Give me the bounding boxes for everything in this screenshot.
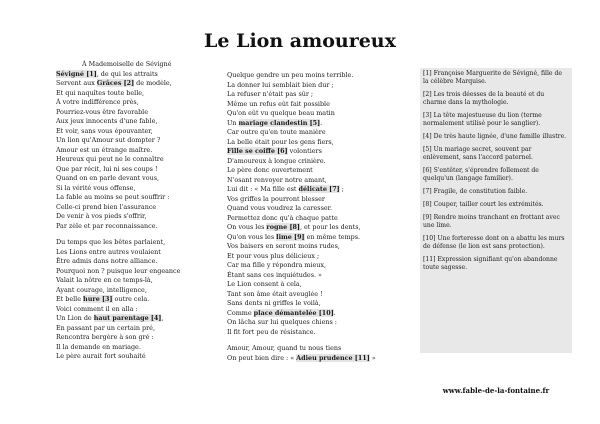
poem-text: ; bbox=[339, 185, 344, 193]
poem-text: Amour, Amour, quand tu nous tiens bbox=[227, 344, 342, 352]
poem-line bbox=[227, 138, 402, 148]
poem-text: de modèle, bbox=[134, 79, 172, 87]
poem-column-left bbox=[56, 60, 216, 362]
poem-line bbox=[56, 117, 216, 127]
poem-text: D'amoureux à longue crinière. bbox=[227, 156, 326, 165]
poem-text: On peut bien dire : « bbox=[227, 353, 297, 362]
poem-text: Quand vous voudrez la caresser. bbox=[227, 204, 333, 212]
stanza-break bbox=[56, 231, 216, 238]
poem-line bbox=[227, 109, 402, 119]
poem-line bbox=[227, 157, 402, 167]
annotated-term: Sévigné [1] bbox=[56, 69, 97, 78]
footnote: [2] Les trois déesses de la beauté et du charme dans la mythologie. bbox=[423, 91, 545, 106]
poem-line bbox=[56, 257, 216, 267]
poem-line bbox=[56, 222, 216, 232]
poem-line bbox=[56, 276, 216, 286]
poem-line bbox=[227, 223, 402, 233]
footnote: [1] Françoise Marguerite de Sévigné, fille de la célèbre Marquise. bbox=[423, 70, 562, 85]
poem-text: Comme bbox=[227, 308, 254, 317]
poem-text: Et pour vous plus délicieux ; bbox=[227, 251, 320, 260]
poem-line bbox=[56, 98, 216, 108]
poem-text: Et qui naquîtes toute belle, bbox=[56, 88, 145, 97]
poem-line bbox=[227, 271, 402, 281]
poem-line bbox=[227, 344, 402, 354]
poem-text: Tant son âme était aveuglée ! bbox=[227, 289, 323, 298]
poem-text: N'osant renvoyer notre amant, bbox=[227, 175, 327, 184]
poem-text: Si la vérité vous offense, bbox=[56, 183, 136, 192]
poem-text: La belle était pour les gens fiers, bbox=[227, 137, 334, 146]
poem-line bbox=[227, 147, 402, 157]
poem-line bbox=[56, 314, 216, 324]
poem-line bbox=[227, 233, 402, 243]
poem-line bbox=[56, 174, 216, 184]
poem-text: Un Lion de bbox=[56, 314, 94, 322]
annotated-term: délicate [7] bbox=[298, 185, 340, 193]
footnote: [11] Expression signifiant qu'on abandonne toute sagesse. bbox=[423, 256, 558, 271]
poem-line bbox=[56, 305, 216, 315]
poem-text: en même temps. bbox=[304, 232, 361, 241]
website-link[interactable]: www.fable-de-la-fontaine.fr bbox=[442, 386, 550, 395]
poem-text: Quand on en parle devant vous, bbox=[56, 174, 160, 182]
page-title: Le Lion amoureux bbox=[204, 30, 396, 52]
poem-text: Pourriez-vous être favorable bbox=[56, 107, 148, 116]
poem-line bbox=[56, 267, 216, 277]
poem-line bbox=[56, 146, 216, 156]
annotated-term: Fille se coiffe [6] bbox=[227, 147, 288, 155]
poem-line bbox=[227, 242, 402, 252]
footnote: [10] Une forteresse dont on a abattu les murs de défense (le lion est sans protection). bbox=[423, 235, 565, 250]
poem-text: , bbox=[161, 314, 164, 322]
poem-line bbox=[227, 128, 402, 138]
poem-text: À votre indifférence près, bbox=[56, 98, 139, 106]
poem-line bbox=[227, 90, 402, 100]
poem-text: Même un refus eût fait possible bbox=[227, 99, 330, 108]
poem-text: Vos griffes la pourront blesser bbox=[227, 194, 325, 203]
poem-line bbox=[56, 333, 216, 343]
poem-text: Valait la nôtre en ce temps-là, bbox=[56, 276, 153, 284]
footnote: [7] Fragile, de constitution faible. bbox=[423, 188, 528, 195]
poem-line bbox=[227, 252, 402, 262]
poem-text: De venir à vos pieds s'offrir, bbox=[56, 212, 147, 220]
poem-line bbox=[56, 212, 216, 222]
poem-text: Qu'on eût vu quelque beau matin bbox=[227, 109, 335, 117]
poem-text: Permettez donc qu'à chaque patte bbox=[227, 213, 338, 222]
footnotes-panel bbox=[420, 68, 572, 353]
poem-line bbox=[227, 299, 402, 309]
poem-line bbox=[56, 295, 216, 305]
poem-text: Quelque gendre un peu moins terrible. bbox=[227, 71, 354, 79]
poem-line bbox=[56, 343, 216, 353]
poem-line bbox=[56, 248, 216, 258]
poem-text: On vous les bbox=[227, 223, 267, 231]
poem-line bbox=[56, 89, 216, 99]
poem-line bbox=[227, 204, 402, 214]
poem-text: La donner lui semblait bien dur ; bbox=[227, 80, 334, 89]
poem-text: Qu'on vous les bbox=[227, 232, 277, 241]
poem-text: Lui dit : « Ma fille est bbox=[227, 185, 299, 193]
poem-text: Par zèle et par reconnaissance. bbox=[56, 221, 158, 230]
annotated-term: Adieu prudence [11] bbox=[296, 353, 370, 362]
poem-line bbox=[227, 290, 402, 300]
poem-text: , de qui les attraits bbox=[96, 69, 158, 78]
poem-text: outre cela. bbox=[112, 295, 150, 303]
footnote: [3] La tête majestueuse du lion (terme normalement utilisé pour le sanglier). bbox=[423, 112, 542, 127]
poem-text: Être admis dans notre alliance. bbox=[56, 257, 158, 265]
poem-text: Il la demande en mariage. bbox=[56, 342, 141, 351]
poem-text: Et voir, sans vous épouvanter, bbox=[56, 126, 153, 135]
stanza-break bbox=[227, 337, 402, 344]
poem-text: On lâcha sur lui quelques chiens : bbox=[227, 318, 337, 326]
poem-line bbox=[56, 238, 216, 248]
poem-line bbox=[56, 70, 216, 80]
poem-text: Aux jeux innocents d'une fable, bbox=[56, 117, 158, 125]
poem-text: Voici comment il en alla : bbox=[56, 304, 138, 313]
poem-line bbox=[56, 165, 216, 175]
poem-line bbox=[227, 318, 402, 328]
poem-line bbox=[227, 166, 402, 176]
poem-text: Heureux qui peut ne le connaître bbox=[56, 155, 164, 163]
poem-text: » bbox=[369, 353, 376, 362]
poem-line bbox=[56, 286, 216, 296]
poem-line bbox=[56, 127, 216, 137]
poem-text: Amour est un étrange maître. bbox=[56, 145, 153, 154]
poem-text: Et belle bbox=[56, 295, 84, 303]
poem-text: Que par récit, lui ni ses coups ! bbox=[56, 164, 158, 173]
poem-line bbox=[56, 136, 216, 146]
poem-line bbox=[56, 108, 216, 118]
poem-text: Le Lion consent à cela, bbox=[227, 280, 302, 288]
annotated-term: rogne [8] bbox=[266, 223, 300, 231]
poem-line bbox=[227, 81, 402, 91]
poem-column-right bbox=[227, 71, 402, 363]
poem-text: . bbox=[333, 308, 336, 317]
poem-line bbox=[56, 79, 216, 89]
poem-text: Étant sans ces inquiétudes. » bbox=[227, 270, 322, 279]
footnote: [9] Rendre moins tranchant en frottant avec une lime. bbox=[423, 214, 560, 229]
poem-text: Un bbox=[227, 118, 239, 127]
poem-lines-left bbox=[56, 70, 216, 362]
poem-text: Du temps que les bêtes parlaient, bbox=[56, 238, 166, 246]
dedication: À Mademoiselle de Sévigné bbox=[82, 60, 172, 68]
annotated-term: mariage clandestin [5] bbox=[238, 118, 321, 127]
poem-line bbox=[227, 71, 402, 81]
poem-text: Le père donc ouvertement bbox=[227, 166, 313, 174]
poem-line bbox=[56, 193, 216, 203]
poem-line bbox=[227, 354, 402, 364]
poem-line bbox=[227, 100, 402, 110]
footnote: [8] Couper, tailler court les extrémités. bbox=[423, 201, 544, 208]
poem-text: Pourquoi non ? puisque leur engeance bbox=[56, 266, 181, 275]
poem-text: Sans dents ni griffes le voilà, bbox=[227, 299, 321, 307]
poem-line bbox=[227, 119, 402, 129]
poem-line bbox=[227, 195, 402, 205]
poem-text: Car ma fille y répondra mieux, bbox=[227, 261, 327, 269]
poem-text: . bbox=[320, 118, 323, 127]
footnote: [4] De très haute lignée, d'une famille illustre. bbox=[423, 133, 567, 140]
footnote: [6] S'entêter, s'éprendre follement de quelqu'un (langage familier). bbox=[423, 167, 539, 182]
poem-text: Celle-ci prend bien l'assurance bbox=[56, 202, 157, 211]
poem-text: Il fit fort peu de résistance. bbox=[227, 327, 316, 336]
poem-text: Les Lions entre autres voulaient bbox=[56, 247, 161, 256]
poem-text: La refuser n'était pas sûr ; bbox=[227, 90, 314, 98]
poem-text: En passant par un certain pré, bbox=[56, 323, 155, 332]
poem-text: , et pour les dents, bbox=[299, 223, 361, 231]
annotated-term: lime [9] bbox=[276, 232, 305, 241]
poem-line bbox=[227, 185, 402, 195]
poem-line bbox=[227, 328, 402, 338]
poem-line bbox=[227, 280, 402, 290]
poem-line bbox=[227, 309, 402, 319]
poem-text: Vos baisers en seront moins rudes, bbox=[227, 242, 340, 250]
poem-text: Servent aux bbox=[56, 79, 97, 87]
poem-text: Le père aurait fort souhaité bbox=[56, 352, 146, 360]
poem-text: La fable au moins se peut souffrir : bbox=[56, 193, 170, 201]
poem-line bbox=[56, 155, 216, 165]
poem-line bbox=[56, 184, 216, 194]
poem-text: volontiers bbox=[287, 147, 322, 155]
footnote: [5] Un mariage secret, souvent par enlèvement, sans l'accord paternel. bbox=[423, 146, 533, 161]
poem-text: Car outre qu'en toute manière bbox=[227, 128, 326, 136]
annotated-term: place démantelée [10] bbox=[253, 308, 334, 317]
poem-line bbox=[227, 214, 402, 224]
poem-line bbox=[227, 261, 402, 271]
annotated-term: hure [3] bbox=[83, 295, 113, 303]
poem-line bbox=[56, 324, 216, 334]
poem-line bbox=[56, 352, 216, 362]
poem-text: Un lion qu'Amour sut dompter ? bbox=[56, 136, 161, 144]
poem-text: Rencontra bergère à son gré : bbox=[56, 333, 154, 341]
poem-text: Ayant courage, intelligence, bbox=[56, 285, 147, 294]
poem-line bbox=[56, 203, 216, 213]
annotated-term: haut parentage [4] bbox=[93, 314, 162, 322]
poem-line bbox=[227, 176, 402, 186]
annotated-term: Grâces [2] bbox=[96, 79, 135, 87]
